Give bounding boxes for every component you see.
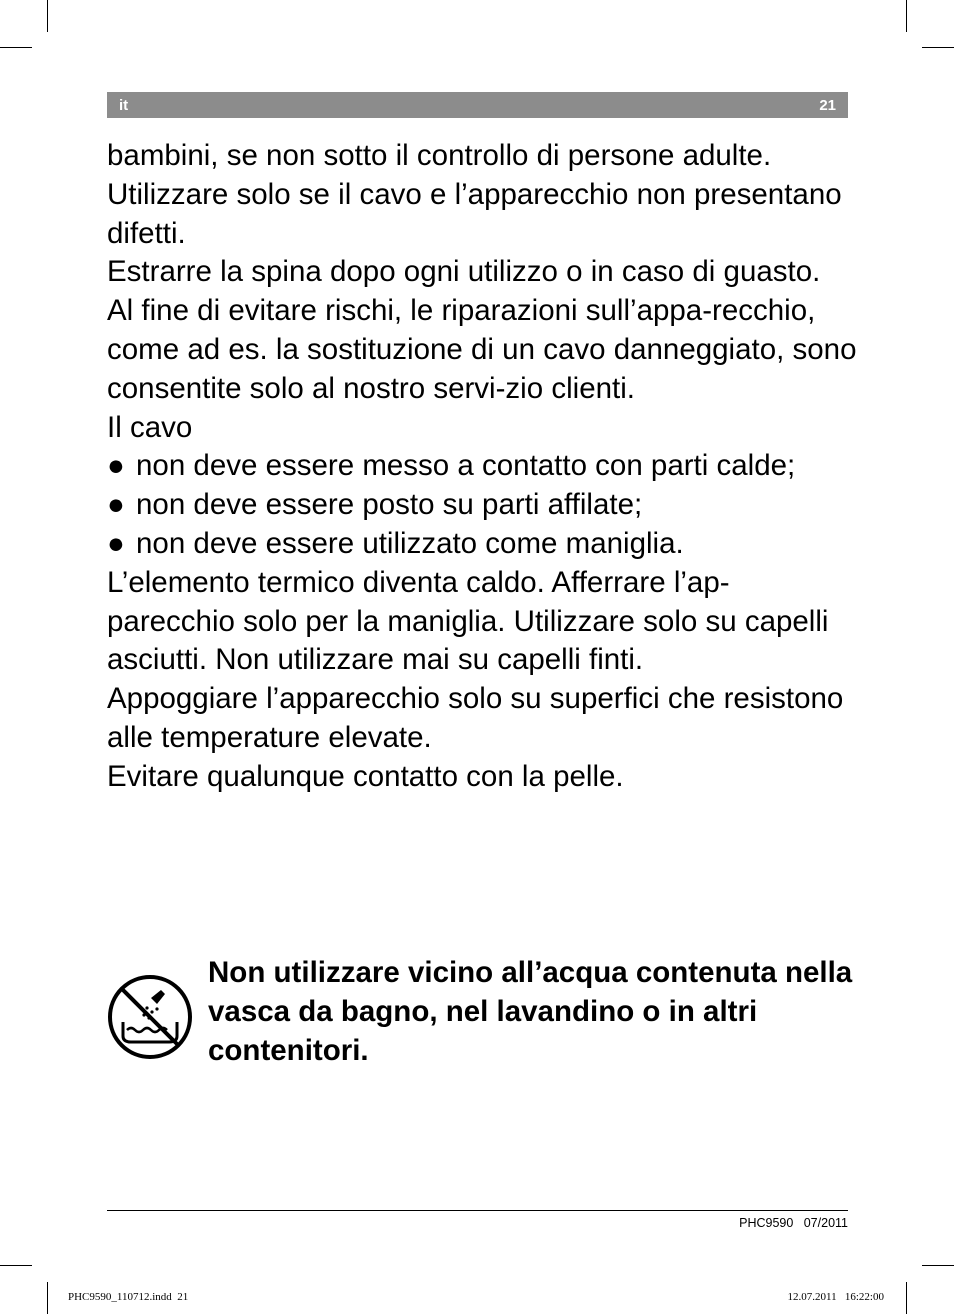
crop-mark xyxy=(0,47,32,48)
warning-text: Non utilizzare vicino all’acqua contenuta nella vasca da bagno, nel lavandino o in altri contenitori. xyxy=(208,956,853,1067)
bullet-icon: ● xyxy=(107,488,125,522)
slug-timestamp: 12.07.2011 16:22:00 xyxy=(787,1291,884,1303)
bullet-icon: ● xyxy=(107,449,125,483)
bullet-item xyxy=(107,486,857,525)
paragraph: Utilizzare solo se il cavo e l’apparecchio non presentano difetti. xyxy=(107,177,842,250)
crop-mark xyxy=(922,1265,954,1266)
crop-mark xyxy=(47,1282,48,1314)
crop-mark xyxy=(922,47,954,48)
paragraph: Evitare qualunque contatto con la pelle. xyxy=(107,759,624,793)
model-number: PHC9590 xyxy=(739,1216,794,1230)
footer-model-info xyxy=(739,1216,848,1230)
paragraph: Al fine di evitare rischi, le riparazioni sull’appa-recchio, come ad es. la sostituzione di un cavo danneggiato, sono consentite solo al nostro servi-zio clienti. xyxy=(107,294,857,405)
page-number: 21 xyxy=(819,97,836,114)
paragraph: Estrarre la spina dopo ogni utilizzo o in caso di guasto. xyxy=(107,255,821,289)
warning-block xyxy=(107,954,852,1074)
paragraph: L’elemento termico diventa caldo. Afferrare l’ap-parecchio solo per la maniglia. Utilizzare solo su capelli asciutti. Non utilizzare mai su capelli finti. xyxy=(107,565,829,677)
no-water-bath-icon xyxy=(107,974,193,1060)
body-text xyxy=(107,137,857,797)
page-header xyxy=(107,92,848,118)
footer-divider xyxy=(107,1210,848,1211)
bullet-text: non deve essere utilizzato come maniglia. xyxy=(136,526,684,560)
paragraph: bambini, se non sotto il controllo di persone adulte. xyxy=(107,139,772,172)
bullet-item xyxy=(107,447,857,486)
crop-mark xyxy=(47,0,48,32)
bullet-text: non deve essere posto su parti affilate; xyxy=(136,488,643,522)
slug-file: PHC9590_110712.indd 21 xyxy=(68,1291,189,1303)
language-label: it xyxy=(119,97,129,114)
crop-mark xyxy=(906,1282,907,1314)
bullet-item xyxy=(107,525,857,564)
paragraph: Il cavo xyxy=(107,410,193,444)
bullet-icon: ● xyxy=(107,526,125,560)
bullet-text: non deve essere messo a contatto con parti calde; xyxy=(136,449,796,483)
edition-date: 07/2011 xyxy=(803,1216,848,1230)
paragraph: Appoggiare l’apparecchio solo su superfici che resistono alle temperature elevate. xyxy=(107,682,844,754)
crop-mark xyxy=(0,1265,32,1266)
crop-mark xyxy=(906,0,907,32)
